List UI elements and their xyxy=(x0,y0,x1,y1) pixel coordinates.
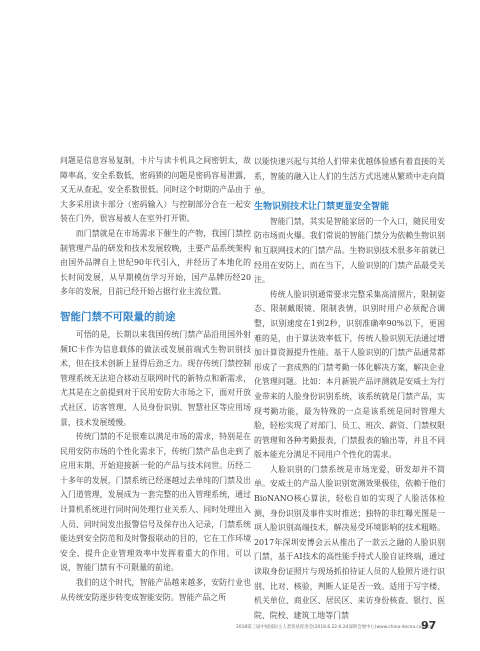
footer-caption: 2018第三届中国国际主人类贸易促进会(2018.6.22-6.24深圳会展中心)www.china-docea.com.cn xyxy=(236,625,433,630)
page-number: 97 xyxy=(421,619,437,632)
paragraph: 传统人脸识别通常要求完整采集高清照片，限制姿态、限制戴眼镜、限制表情，识别时用户必须配合调整，识别速度在1到2秒，识别准确率90%以下，更困难的是，由于算法效率低下，传统人脸识别无法通过增加计算资源提升性能。基于人脸识别的门禁产品通常都形成了一套成熟的门禁考勤一体化解决方案，解决企业化管理问题。比如：本月新锐产品评测就是安威士为行业带来的人脸身份识别系统，该系统就是门禁产品，实现考勤功能，最为特殊的一点是该系统是同时管理大脸，轻松实现了对部门、员工、班次、薪资、门禁权限的管理和各种考勤报表，门禁报表的输出等，并且不同版本能充分满足不同用户个性化的需求。 xyxy=(254,289,445,460)
paragraph: 而门禁就是在市场需求下催生的产物，我国门禁控制管理产品的研发和技术发展较晚，主要产品系统架构由国外品牌自上世纪90年代引入，并经历了本地化的长时间发展，从早期模仿学习开始，国产品牌历经20多年的发展，目前已经开始占据行业主流位置。 xyxy=(60,228,251,297)
subsection-heading: 生物识别技术让门禁更显安全智能 xyxy=(254,201,390,212)
paragraph: 以能快速兴起与其给人们带来优越体验感有着直接的关系，智能的融入让人们的生活方式迅速从繁琐中走向简单。 xyxy=(254,157,445,196)
paragraph: 人脸识别的门禁系统是市场宠爱，研发却并不简单。安威士的产品人脸识别宽测效果极佳，依赖于他们BioNANO核心算法，轻松自如的实现了人脸活体检测，身份识别及事件实时推送；独特的非红曝光图是一项人脸识别高端技术，解决易受环境影响的技术粗略。2017年深圳安博会云从推出了一款云之融的人脸识别门禁，基于AI技术的高性能手持式人脸自证终端，通过读取身份证照片与现场抓拍待证人员的人脸照片进行识别、比对、核验，判断人证是否一致。适用于写字楼、机关单位、商业区、居民区、来访身份核查、银行、医院、院校、建筑工地等门禁 xyxy=(254,464,445,620)
paragraph: 可悟的是，长期以来我国传统门禁产品沿用国外射频IC卡作为信息载体的做法或发展前端式生物识别技术，但在技术创新上显得后劲乏力。现存传统门禁控制管理系统无法迎合移动互联网时代的新特点和新需求，尤其是在之前提到对于民用安防大市场之下，面对开放式社区、访客管理、人员身份识别、智慧社区等应用场景，技术发展缓慢。 xyxy=(60,329,251,427)
paragraph: 传统门禁的不足很难以满足市场的需求，特别是在民用安防市场的个性化需求下，传统门禁产品也走到了应用末期，开始迎接新一轮的产品与技术问世。历经二十多年的发展，门禁系统已经逐越过去单纯的门禁及出入门道管理，发展成为一套完整的出入管理系统，通过计算机系统进行同时间处理行业关系人、同时处理出入人员、同时间发出报警信号及保存出入记录，门禁系统能达到安全防范和及时警报联动的目的，它在工作环境安全、提升企业管理效率中发挥着重大的作用。可以说，智能门禁有不可限量的前途。 xyxy=(60,432,251,573)
paragraph: 问题是信息容易复制，卡片与读卡机具之间密钥太，故障率高，安全系数低，密码锁的问题是密码容易泄露，又无从查起，安全系数很低。同时这个时期的产品由于大多采用读卡部分（密码输入）与控制部分合在一起安装在门外，很容易被人在室外打开锁。 xyxy=(60,156,251,224)
left-column xyxy=(60,154,251,605)
paragraph: 智能门禁，其实是智能家居的一个入口，随民用安防市场而火爆。我们常说的智能门禁分为依赖生物识别和互联网技术的门禁产品。生物识别技术很多年前就已经用在安防上，而在当下，人脸识别的门禁产品最受关注。 xyxy=(254,216,445,285)
right-column xyxy=(254,155,445,623)
paragraph: 我们的这个时代，智能产品越来越多，安防行业也从传统安防逐步转变成智能安防。智能产品之所 xyxy=(60,578,251,602)
section-heading: 智能门禁不可限量的前途 xyxy=(60,310,176,323)
